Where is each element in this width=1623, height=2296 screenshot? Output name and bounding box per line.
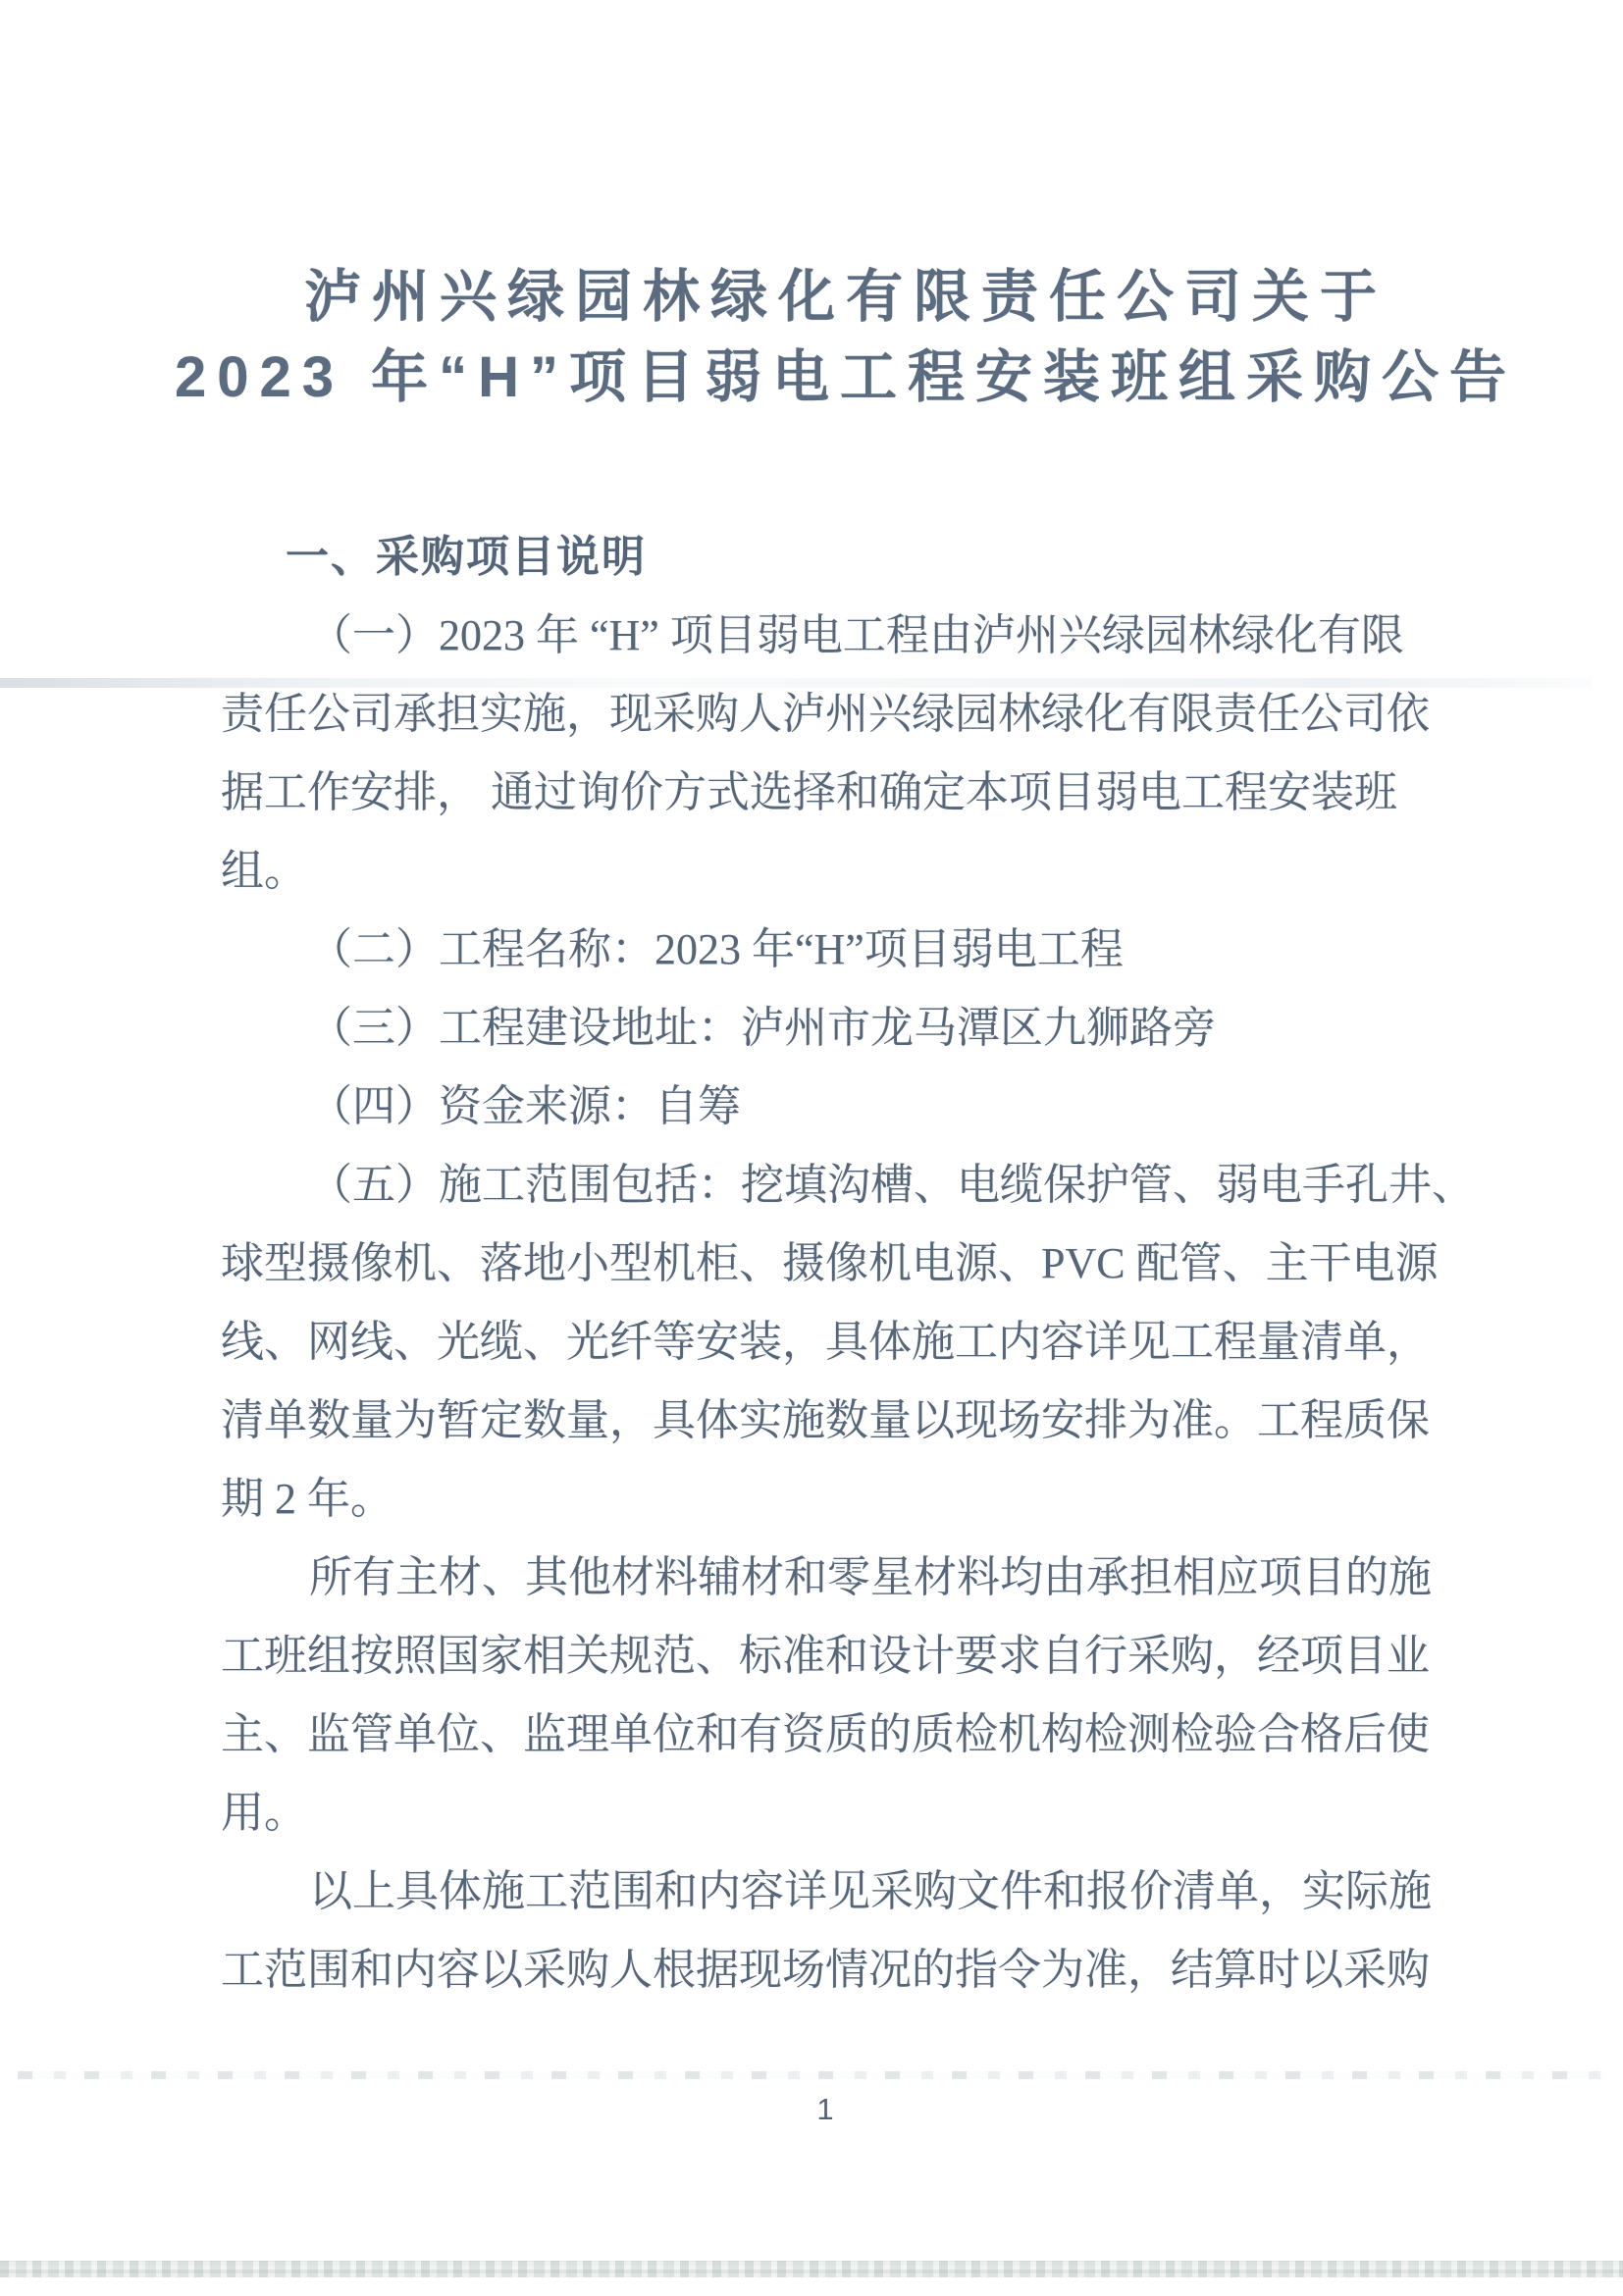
- document-title-line-1: 泸州兴绿园林绿化有限责任公司关于: [303, 265, 1387, 329]
- document-body: [221, 518, 1475, 2009]
- body-line: （二）工程名称：2023 年“H”项目弱电工程: [309, 925, 1124, 973]
- document-title-line-2: 2023 年“H”项目弱电工程安装班组采购公告: [174, 345, 1518, 409]
- body-line: 据工作安排， 通过询价方式选择和确定本项目弱电工程安装班: [221, 768, 1397, 816]
- scan-artifact-noise-band: [0, 2261, 1623, 2277]
- body-line: （三）工程建设地址：泸州市龙马潭区九狮路旁: [309, 1004, 1216, 1052]
- body-line: （一）2023 年 “H” 项目弱电工程由泸州兴绿园林绿化有限: [309, 611, 1404, 659]
- body-line: 以上具体施工范围和内容详见采购文件和报价清单，实际施: [309, 1867, 1432, 1915]
- body-line: 用。: [221, 1789, 307, 1837]
- body-line: 清单数量为暂定数量，具体实施数量以现场安排为准。工程质保: [221, 1396, 1430, 1444]
- body-line: 责任公司承担实施，现采购人泸州兴绿园林绿化有限责任公司依: [221, 690, 1430, 738]
- body-line: 球型摄像机、落地小型机柜、摄像机电源、PVC 配管、主干电源: [221, 1239, 1439, 1287]
- document-title: [0, 257, 1623, 418]
- body-line: 工班组按照国家相关规范、标准和设计要求自行采购，经项目业: [221, 1632, 1430, 1680]
- body-line: 所有主材、其他材料辅材和零星材料均由承担相应项目的施: [309, 1553, 1432, 1601]
- body-line: 主、监管单位、监理单位和有资质的质检机构检测检验合格后使: [221, 1710, 1430, 1758]
- body-line: 组。: [221, 847, 307, 895]
- scan-artifact-dashed-line: [18, 2071, 1605, 2079]
- section-heading: 一、采购项目说明: [286, 533, 647, 581]
- body-line: （五）施工范围包括：挖填沟槽、电缆保护管、弱电手孔井、: [309, 1161, 1475, 1209]
- body-line: （四）资金来源：自筹: [309, 1082, 741, 1130]
- page-number: 1: [816, 2092, 834, 2126]
- body-line: 工范围和内容以采购人根据现场情况的指令为准，结算时以采购: [221, 1946, 1430, 1994]
- body-line: 期 2 年。: [221, 1475, 393, 1523]
- body-line: 线、网线、光缆、光纤等安装，具体施工内容详见工程量清单，: [221, 1318, 1430, 1366]
